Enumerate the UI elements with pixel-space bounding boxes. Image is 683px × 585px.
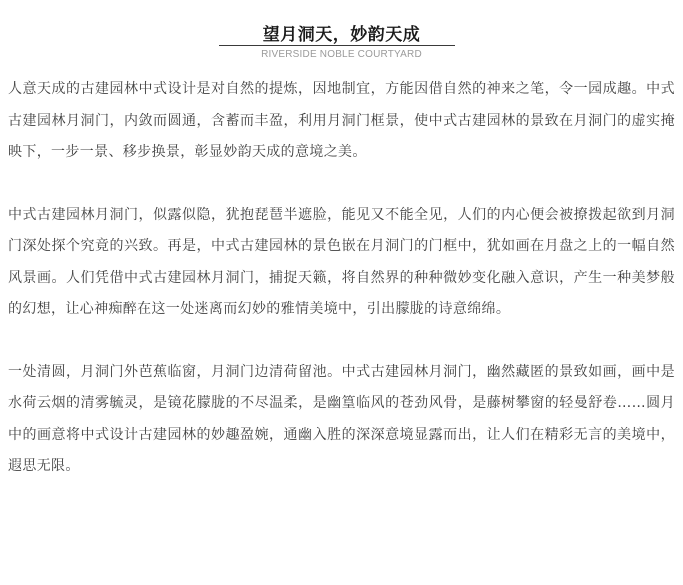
- article-title: 望月洞天，妙韵天成: [262, 25, 421, 45]
- paragraph-2: 中式古建园林月洞门，似露似隐，犹抱琵琶半遮脸，能见又不能全见，人们的内心便会被撩拨起欲到月洞门深处探个究竟的兴致。再是，中式古建园林的景色嵌在月洞门的门框中，犹如画在月盘之上的一幅自然风景画。人们凭借中式古建园林月洞门，捕捉天籁，将自然界的种种微妙变化融入意识，产生一种美梦般的幻想，让心神痴醉在这一处迷离而幻妙的雅情美境中，引出朦胧的诗意绵绵。: [8, 206, 675, 317]
- article-subtitle: RIVERSIDE NOBLE COURTYARD: [261, 49, 422, 60]
- article-header: [0, 18, 683, 68]
- paragraph-1: 人意天成的古建园林中式设计是对自然的提炼，因地制宜，方能因借自然的神来之笔，令一园成趣。中式古建园林月洞门，内敛而圆通，含蓄而丰盈，利用月洞门框景，使中式古建园林的景致在月洞门的虚实掩映下，一步一景、移步换景，彰显妙韵天成的意境之美。: [8, 81, 675, 160]
- article-body: [8, 74, 675, 483]
- title-underline: [219, 45, 455, 46]
- paragraph-3: 一处清圆，月洞门外芭蕉临窗，月洞门边清荷留池。中式古建园林月洞门，幽然藏匿的景致如画，画中是水荷云烟的清雾毓灵，是镜花朦胧的不尽温柔，是幽篁临风的苍劲风骨，是藤树攀窗的轻曼舒卷……圆月中的画意将中式设计古建园林的妙趣盈婉，通幽入胜的深深意境显露而出，让人们在精彩无言的美境中，遐思无限。: [8, 363, 675, 474]
